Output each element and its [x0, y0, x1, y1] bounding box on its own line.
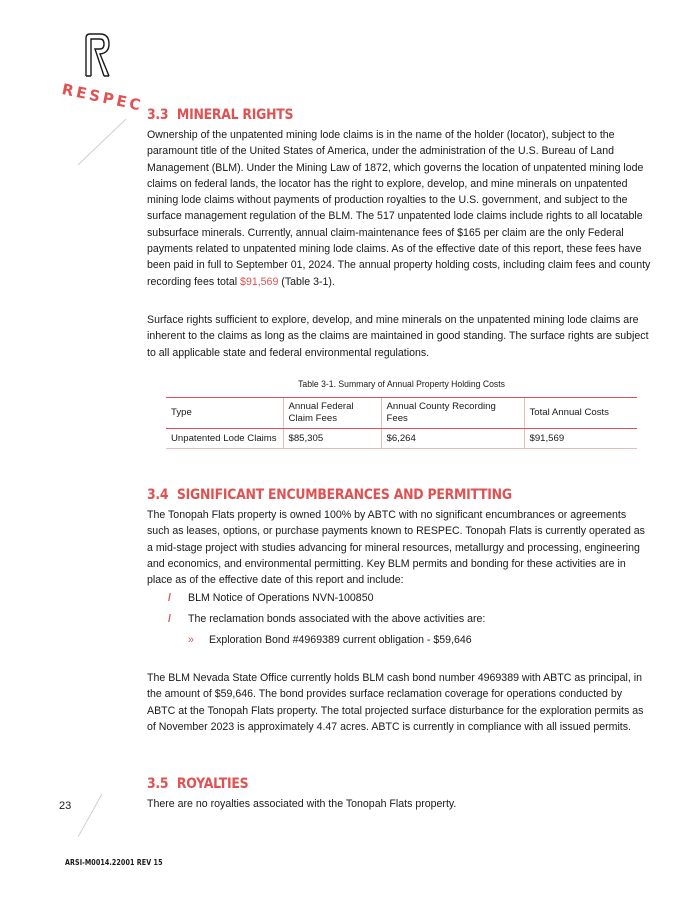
royalties-paragraph: [147, 796, 651, 812]
section-title: ROYALTIES: [176, 776, 249, 792]
total-cost-value: $91,569: [240, 275, 279, 288]
paragraph-text: The Tonopah Flats property is owned 100% by ABTC with no significant encumbrances or agreements such as leases, options, or purchase payments known to RESPEC. Tonopah Flats is currently operated as a mid-stage project with studies advancing for mineral resources, metallurgy and processing, engineering and economics, and environmental permitting. Key BLM permits and bonding for these activities are in place as of the effective date of this report and include:: [147, 509, 645, 587]
paragraph-text: There are no royalties associated with the Tonopah Flats property.: [147, 798, 457, 810]
table-row: [166, 429, 637, 449]
table-header-cell: Annual County Recording Fees: [381, 398, 524, 429]
table-cell: $85,305: [283, 429, 381, 449]
bullet-slash-icon: /: [168, 613, 171, 625]
bullet-slash-icon: /: [168, 592, 171, 604]
decorative-divider-top: [78, 118, 128, 166]
table-cell: Unpatented Lode Claims: [166, 429, 283, 449]
table-cell: $6,264: [381, 429, 524, 449]
paragraph-text: The BLM Nevada State Office currently holds BLM cash bond number 4969389 with ABTC as principal, in the amount of $59,646. The bond provides surface reclamation coverage for operations conducted by ABTC at the Tonopah Flats property. The total projected surface disturbance for the exploration permits as of November 2023 is approximately 4.47 acres. ABTC is currently in compliance with all issued permits.: [147, 672, 644, 733]
mineral-rights-paragraph-1: [147, 127, 651, 290]
respec-logo: [60, 30, 146, 120]
section-3-5: [147, 776, 651, 792]
bullet-chevron-icon: »: [188, 634, 194, 646]
table-reference: (Table 3-1).: [278, 275, 335, 288]
paragraph-text: Surface rights sufficient to explore, develop, and mine minerals on the unpatented mining lode claims are inherent to the claims as long as the claims are maintained in good standing. The surface rights are subject to all applicable state and federal environmental regulations.: [147, 314, 649, 359]
permitting-paragraph-1: [147, 507, 651, 588]
table-header-cell: Total Annual Costs: [524, 398, 637, 429]
section-3-3: [147, 107, 651, 123]
page-number: 23: [59, 800, 72, 812]
list-item-text: Exploration Bond #4969389 current obligation - $59,646: [209, 634, 472, 646]
table-caption: Table 3-1. Summary of Annual Property Holding Costs: [298, 379, 505, 390]
holding-costs-table: [166, 397, 637, 449]
table-header-row: [166, 398, 637, 429]
list-item-text: BLM Notice of Operations NVN-100850: [188, 592, 374, 604]
paragraph-text: Ownership of the unpatented mining lode claims is in the name of the holder (locator), subject to the paramount title of the United States of America, under the administration of the U.S. Bureau of Land Management (BLM). Under the Mining Law of 1872, which governs the location of unpatented mining lode claims on federal lands, the locator has the right to explore, develop, and mine minerals on unpatented mining lode claims without payments of production royalties to the U.S. government, and subject to the surface management regulation of the BLM. The 517 unpatented lode claims include rights to all locatable subsurface minerals. Currently, annual claim-maintenance fees of $165 per claim are the only Federal payments related to unpatented mining lode claims. As of the effective date of this report, these fees have been paid in full to September 01, 2024. The annual property holding costs, including claim fees and county recording fees total: [147, 129, 651, 288]
section-number: 3.4: [147, 487, 169, 503]
respec-r-monogram-icon: [82, 32, 112, 78]
section-title: MINERAL RIGHTS: [176, 107, 294, 123]
section-title: SIGNIFICANT ENCUMBERANCES AND PERMITTING: [176, 487, 512, 503]
section-3-4: [147, 487, 651, 503]
table-header-cell: Type: [166, 398, 283, 429]
document-code: ARSI-M0014.22001 REV 15: [65, 858, 163, 867]
decorative-divider-bottom: [78, 793, 104, 838]
mineral-rights-paragraph-2: [147, 312, 651, 361]
permitting-paragraph-2: [147, 670, 651, 735]
table-cell: $91,569: [524, 429, 637, 449]
respec-wordmark: RESPEC: [60, 80, 146, 115]
section-heading: [147, 487, 580, 503]
section-number: 3.5: [147, 776, 169, 792]
section-number: 3.3: [147, 107, 169, 123]
section-heading: [147, 107, 580, 123]
list-item-text: The reclamation bonds associated with the above activities are:: [188, 613, 486, 625]
section-heading: [147, 776, 580, 792]
table-header-cell: Annual Federal Claim Fees: [283, 398, 381, 429]
